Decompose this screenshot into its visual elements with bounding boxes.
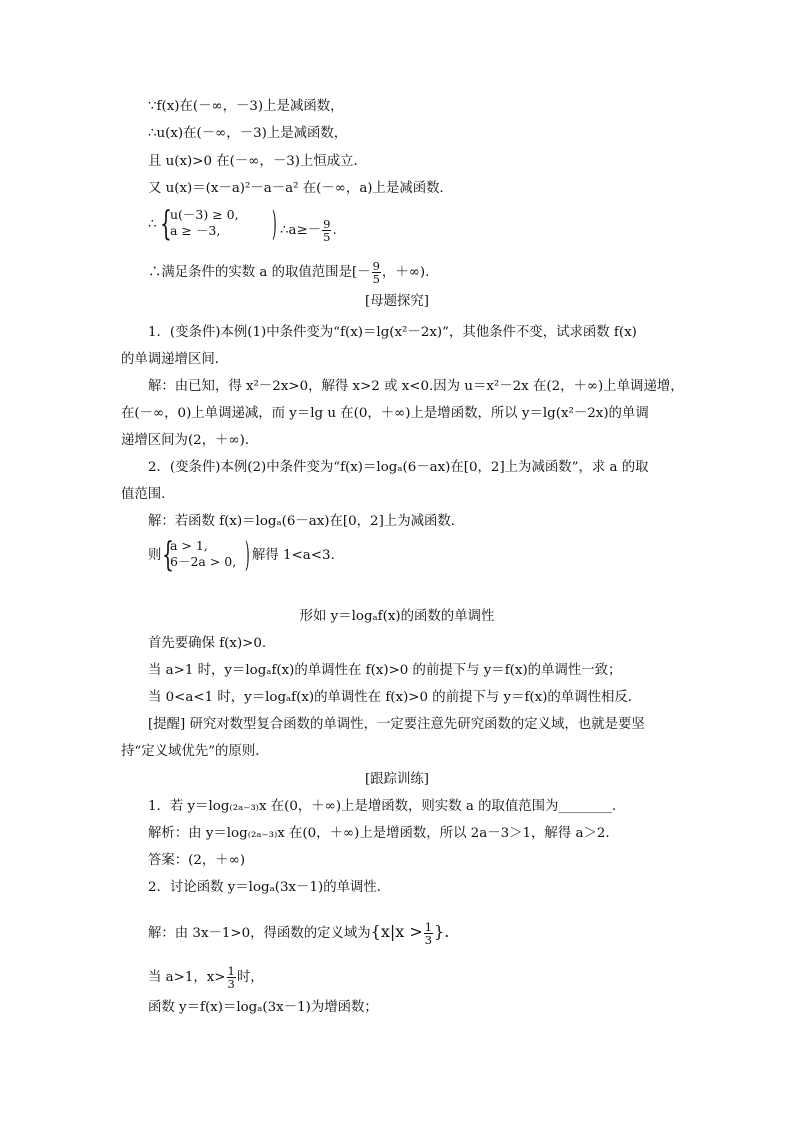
text-fragment: ∴a≥－	[280, 223, 322, 239]
text-line: 1．若 y＝log₍₂ₐ₋₃₎x 在(0，＋∞)上是增函数，则实数 a 的取值范围为________．	[148, 799, 626, 814]
text-line: 递增区间为(2，＋∞)．	[121, 433, 259, 448]
system-row: a > 1,	[170, 538, 208, 553]
text-line: 1．(变条件)本例(1)中条件变为“f(x)＝lg(x²－2x)”，其他条件不变，试求函数 f(x)	[148, 325, 637, 340]
fraction: $\frac{9}{5}$	[372, 259, 380, 287]
text-line: 解：若函数 f(x)＝logₐ(6－ax)在[0，2]上为减函数．	[148, 514, 465, 529]
text-line: 答案：(2，＋∞)	[148, 853, 246, 868]
text-line: ∵f(x)在(－∞，－3)上是减函数，	[148, 99, 344, 114]
text-line: 首先要确保 f(x)>0.	[148, 636, 267, 651]
text-line: ∴u(x)在(－∞，－3)上是减函数，	[148, 126, 348, 141]
text-line: 解析：由 y＝log₍₂ₐ₋₃₎x 在(0，＋∞)上是增函数，所以 2a－3＞1，解得 a＞2.	[148, 826, 610, 841]
inequality-system: ∴ { u(－3) ≥ 0, a ≥ －3, ) ∴a≥－ $\frac{9}{5}$ .	[148, 204, 337, 245]
text-line: 持“定义域优先”的原则．	[121, 744, 269, 759]
fraction: $\frac{1}{3}$	[424, 920, 433, 948]
inequality-system: 则 { a > 1, 6－2a > 0, ) 解得 1<a<3.	[148, 535, 335, 575]
text-line: 2．(变条件)本例(2)中条件变为“f(x)＝logₐ(6－ax)在[0，2]上为减函数”，求 a 的取	[148, 460, 649, 475]
text-line: 当 0<a<1 时，y＝logₐf(x)的单调性在 f(x)>0 的前提下与 y＝f(x)的单调性相反．	[148, 690, 642, 705]
text-line: 解：由 3x－1>0，得函数的定义域为{x|x > $\frac{1}{3}$ }.	[148, 920, 450, 948]
text-line: 的单调递增区间．	[121, 352, 229, 367]
system-row: a ≥ －3,	[170, 223, 221, 238]
text-fragment: 解得 1<a<3.	[252, 548, 335, 563]
text-line: 又 u(x)＝(x－a)²－a－a² 在(－∞，a)上是减函数．	[148, 181, 453, 196]
text-line: ∴满足条件的实数 a 的取值范围是[－ $\frac{9}{5}$ ，＋∞).	[148, 259, 430, 287]
system-row: u(－3) ≥ 0,	[170, 207, 239, 222]
text-line: 当 a>1，x> $\frac{1}{3}$ 时，	[148, 964, 264, 992]
fraction: $\frac{9}{5}$	[323, 217, 331, 245]
system-row: 6－2a > 0,	[170, 554, 237, 569]
section-heading: [跟踪训练]	[364, 772, 429, 787]
text-line: 解：由已知，得 x²－2x>0，解得 x>2 或 x<0.因为 u＝x²－2x 在(2，＋∞)上单调递增，	[148, 379, 684, 394]
text-line: 函数 y＝f(x)＝logₐ(3x－1)为增函数；	[148, 1000, 378, 1015]
text-line: 当 a>1 时，y＝logₐf(x)的单调性在 f(x)>0 的前提下与 y＝f(x)的单调性一致；	[148, 663, 622, 678]
fraction: $\frac{1}{3}$	[227, 964, 235, 992]
section-heading: [母题探究]	[364, 294, 429, 309]
text-line: 值范围．	[121, 487, 175, 502]
text-line: [提醒] 研究对数型复合函数的单调性，一定要注意先研究函数的定义域，也就是要坚	[148, 717, 645, 732]
text-line: 在(－∞，0)上单调递减，而 y＝lg u 在(0，＋∞)上是增函数，所以 y＝lg(x²－2x)的单调	[121, 406, 649, 421]
set-notation: {x|x >	[370, 922, 423, 942]
text-line: 且 u(x)>0 在(－∞，－3)上恒成立．	[148, 154, 367, 169]
section-heading: 形如 y＝logₐf(x)的函数的单调性	[299, 609, 495, 624]
text-line: 2．讨论函数 y＝logₐ(3x－1)的单调性．	[148, 880, 391, 895]
left-brace: {	[160, 204, 172, 244]
